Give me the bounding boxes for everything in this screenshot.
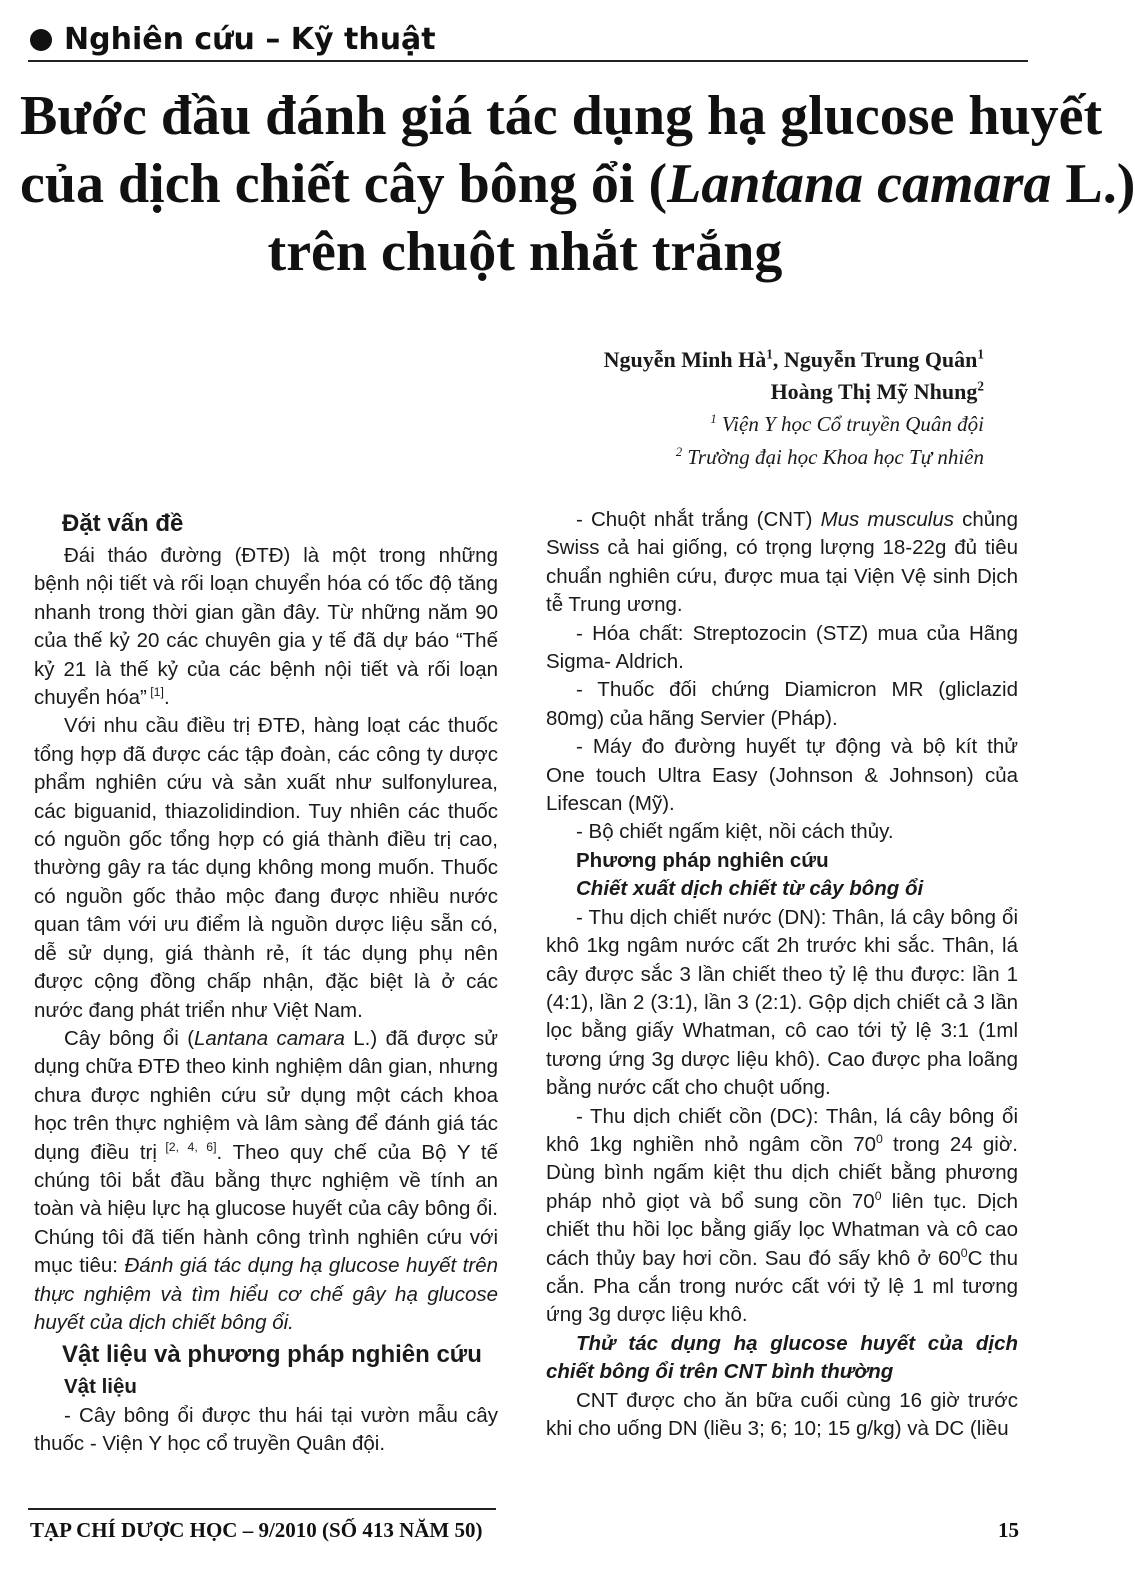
paragraph: - Thu dịch chiết cồn (DC): Thân, lá cây bông ổi khô 1kg nghiền nhỏ ngâm cồn $70^0$ trong 24 giờ. Dùng bình ngấm kiệt thu dịch chiết bằng phương pháp nhỏ giọt và bổ sung cồn $70^0$ liên tục. Dịch chiết thu hồi lọc bằng giấy lọc Whatman và cô cao cách thủy bay hơi cồn. Sau đó sấy khô ở $60^0C$ thu cắn. Pha cắn trong nước cất với tỷ lệ 1 ml tương ứng 3g dược liệu khô. [546, 1104, 1018, 1327]
affiliation-1: $^1$ Viện Y học Cổ truyền Quân đội [710, 412, 984, 436]
paragraph: Với nhu cầu điều trị ĐTĐ, hàng loạt các thuốc tổng hợp đã được các tập đoàn, các công ty dược phẩm nghiên cứu và sản xuất như sulfonylurea, các biguanid, thiazolidindion. Tuy nhiên các thuốc có nguồn gốc tổng hợp có giá thành điều trị cao, thường gây ra tác dụng không mong muốn. Thuốc có nguồn gốc thảo mộc đang được nhiều nước quan tâm với ưu điểm là nguồn dược liệu sẵn có, dễ sử dụng, giá thành rẻ, ít tác dụng phụ nên được cộng đồng chấp nhận, đặc biệt là ở các nước đang phát triển như Việt Nam. [34, 714, 498, 1022]
right-column [546, 506, 1018, 1443]
affiliation-2: $^2$ Trường đại học Khoa học Tự nhiên [675, 445, 984, 469]
author-names-line-2: Hoàng Thị Mỹ Nhung$^2$ [770, 378, 984, 404]
citation: [2, 4, 6] [156, 1139, 217, 1154]
heading-research-method: Phương pháp nghiên cứu [576, 848, 829, 872]
heading-extraction: Chiết xuất dịch chiết từ cây bông ổi [576, 877, 924, 901]
paragraph: - Chuột nhắt trắng (CNT) Mus musculus chủng Swiss cả hai giống, có trọng lượng 18-22g đủ tiêu chuẩn nghiên cứu, được mua tại Viện Vệ sinh Dịch tễ Trung ương. [546, 508, 1018, 617]
author-names-line-1: Nguyễn Minh $Hà^1$, Nguyễn Trung Quân$^1$ [603, 346, 984, 372]
author-2: Nguyễn Trung Quân [783, 347, 978, 372]
paragraph: - Bộ chiết ngấm kiệt, nồi cách thủy. [576, 820, 894, 844]
author-block [464, 344, 984, 474]
left-column [34, 506, 498, 1459]
footer-rule [28, 1508, 496, 1510]
paragraph: - Thuốc đối chứng Diamicron MR (gliclazid 80mg) của hãng Servier (Pháp). [546, 678, 1018, 730]
author-1: Nguyễn Minh Hà [603, 347, 767, 372]
heading-introduction: Đặt vấn đề [62, 510, 184, 537]
paragraph: Đái tháo đường (ĐTĐ) là một trong những bệnh nội tiết và rối loạn chuyển hóa có tốc độ tăng nhanh trong thời gian gần đây. Từ những năm 90 của thế kỷ 20 các chuyên gia y tế đã dự báo “Thế kỷ 21 là thế kỷ của các bệnh nội tiết và rối loạn chuyển hóa” [1]. [34, 544, 498, 710]
paragraph: - Máy đo đường huyết tự động và bộ kít thử One touch Ultra Easy (Johnson & Johnson) của Lifescan (Mỹ). [546, 735, 1018, 816]
paragraph: Cây bông ổi (Lantana camara L.) đã được sử dụng chữa ĐTĐ theo kinh nghiệm dân gian, nhưng chưa được nghiên cứu sử dụng một cách khoa học trên thực nghiệm và lâm sàng để đánh giá tác dụng điều trị [2, 4, 6]. Theo quy chế của Bộ Y tế chúng tôi bắt đầu bằng thực nghiệm về tính an toàn và hiệu lực hạ glucose huyết của cây bông ổi. Chúng tôi đã tiến hành công trình nghiên cứu với mục tiêu: Đánh giá tác dụng hạ glucose huyết trên thực nghiệm và tìm hiểu cơ chế gây hạ glucose huyết của dịch chiết bông ổi. [34, 1026, 499, 1334]
paragraph: - Thu dịch chiết nước (DN): Thân, lá cây bông ổi khô 1kg ngâm nước cất 2h trước khi sắc. Thân, lá cây được sắc 3 lần chiết theo tỷ lệ thu được: lần 1 (4:1), lần 2 (3:1), lần 3 (2:1). Gộp dịch chiết cả 3 lần lọc bằng giấy Whatman, cô cao tới tỷ lệ 3:1 (1ml tương ứng 3g dược liệu khô). Cao được pha loãng bằng nước cất cho chuột uống. [546, 905, 1018, 1100]
page-number: 15 [998, 1518, 1019, 1542]
section-header [30, 22, 436, 57]
author-3: Hoàng Thị Mỹ Nhung [770, 379, 978, 404]
paragraph: - Cây bông ổi được thu hái tại vườn mẫu cây thuốc - Viện Y học cổ truyền Quân đội. [34, 1403, 498, 1456]
title-line-3: trên chuột nhắt trắng [267, 221, 783, 283]
paragraph: - Hóa chất: Streptozocin (STZ) mua của Hãng Sigma- Aldrich. [546, 621, 1018, 674]
citation: [1] [146, 685, 164, 700]
title-line-1: Bước đầu đánh giá tác dụng hạ glucose huyết [20, 85, 1103, 147]
study-objective: Đánh giá tác dụng hạ glucose huyết trên thực nghiệm và tìm hiểu cơ chế gây hạ glucose huyết của dịch chiết bông ổi. [34, 1254, 499, 1334]
article-title [20, 82, 1135, 286]
heading-materials: Vật liệu [64, 1375, 137, 1399]
header-rule [28, 60, 1028, 62]
heading-glucose-test: Thử tác dụng hạ glucose huyết của dịch chiết bông ổi trên CNT bình thường [546, 1331, 1018, 1384]
species-name: Lantana camara [667, 153, 1052, 215]
journal-footer: TẠP CHÍ DƯỢC HỌC – 9/2010 (SỐ 413 NĂM 50) [30, 1518, 483, 1542]
heading-methods: Vật liệu và phương pháp nghiên cứu [62, 1341, 482, 1369]
section-label: Nghiên cứu – Kỹ thuật [64, 22, 436, 57]
paragraph: CNT được cho ăn bữa cuối cùng 16 giờ trước khi cho uống DN (liều 3; 6; 10; 15 g/kg) và DC (liều [546, 1388, 1018, 1440]
title-line-2: của dịch chiết cây bông ổi (Lantana camara L.) [20, 153, 1135, 215]
bullet-icon [30, 29, 52, 51]
